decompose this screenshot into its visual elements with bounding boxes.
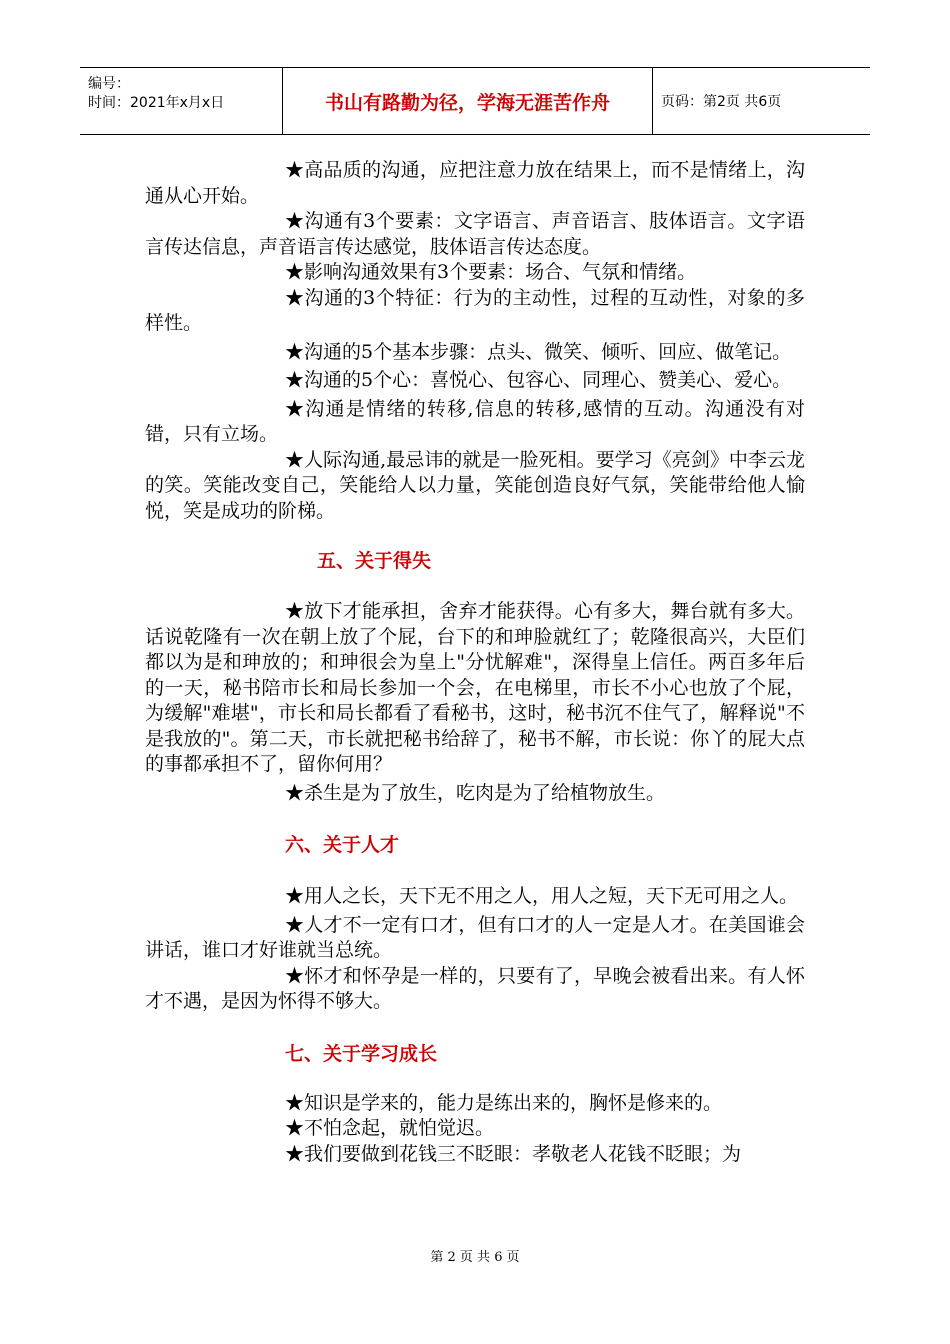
paragraph: ★影响沟通效果有3个要素：场合、气氛和情绪。 bbox=[285, 261, 697, 283]
document-header bbox=[80, 67, 870, 135]
paragraph: ★杀生是为了放生，吃肉是为了给植物放生。 bbox=[285, 781, 666, 804]
paragraph: ★人才不一定有口才，但有口才的人一定是人才。在美国谁会讲话，谁口才好谁就当总统。 bbox=[145, 913, 805, 961]
paragraph: ★放下才能承担，舍弃才能获得。心有多大，舞台就有多大。话说乾隆有一次在朝上放了个屁，台下的和珅脸就红了；乾隆很高兴，大臣们都以为是和珅放的；和珅很会为皇上"分忧解难"，深得皇上信任。两百多年后的一天，秘书陪市长和局长参加一个会，在电梯里，市长不小心也放了个屁，为缓解"难堪"，市长和局长都看了看秘书，这时，秘书沉不住气了，解释说"不是我放的"。第二天，市长就把秘书给辞了，秘书不解，市长说：你丫的屁大点的事都承担不了，留你何用？ bbox=[145, 600, 805, 775]
paragraph: ★高品质的沟通，应把注意力放在结果上，而不是情绪上，沟通从心开始。 bbox=[145, 159, 805, 207]
paragraph: ★知识是学来的，能力是练出来的，胸怀是修来的。 bbox=[285, 1091, 723, 1114]
paragraph: ★沟通的3个特征：行为的主动性，过程的互动性，对象的多样性。 bbox=[145, 286, 805, 334]
paragraph: ★沟通的5个基本步骤：点头、微笑、倾听、回应、做笔记。 bbox=[285, 340, 792, 363]
header-page-info: 页码：第2页 共6页 bbox=[661, 94, 782, 110]
paragraph: ★用人之长，天下无不用之人，用人之短，天下无可用之人。 bbox=[285, 885, 799, 907]
paragraph: ★我们要做到花钱三不眨眼：孝敬老人花钱不眨眼；为 bbox=[285, 1142, 742, 1165]
paragraph: ★沟通的5个心：喜悦心、包容心、同理心、赞美心、爱心。 bbox=[285, 369, 792, 391]
section-title-5: 五、关于得失 bbox=[317, 550, 432, 572]
document-body bbox=[145, 158, 805, 1167]
page-footer: 第 2 页 共 6 页 bbox=[430, 1250, 520, 1265]
paragraph: ★不怕念起，就怕觉迟。 bbox=[285, 1117, 495, 1139]
paragraph: ★沟通有3个要素：文字语言、声音语言、肢体语言。文字语言传达信息，声音语言传达感觉，肢体语言传达态度。 bbox=[145, 210, 805, 258]
header-meta-cell bbox=[80, 68, 283, 134]
number-label: 编号： bbox=[88, 76, 130, 92]
paragraph: ★怀才和怀孕是一样的，只要有了，早晚会被看出来。有人怀才不遇，是因为怀得不够大。 bbox=[145, 964, 805, 1012]
section-title-6: 六、关于人才 bbox=[285, 834, 400, 856]
section-title-7: 七、关于学习成长 bbox=[285, 1042, 438, 1065]
header-motto: 书山有路勤为径，学海无涯苦作舟 bbox=[283, 68, 653, 134]
date-line: 时间：2021年x月x日 bbox=[88, 95, 225, 111]
paragraph: ★人际沟通,最忌讳的就是一脸死相。要学习《亮剑》中李云龙的笑。笑能改变自己，笑能给人以力量，笑能创造良好气氛，笑能带给他人愉悦，笑是成功的阶梯。 bbox=[145, 448, 805, 522]
paragraph: ★沟通是情绪的转移,信息的转移,感情的互动。沟通没有对错，只有立场。 bbox=[145, 397, 805, 445]
